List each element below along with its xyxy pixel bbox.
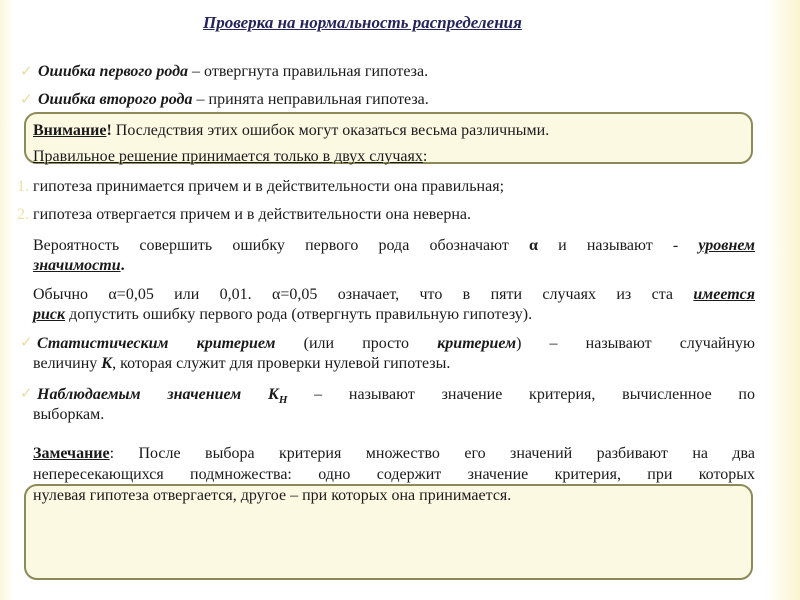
risk-term-a: имеется xyxy=(693,286,755,303)
checkmark-icon: ✓ xyxy=(20,92,33,108)
type2-term: Ошибка второго рода xyxy=(38,91,193,108)
observed-rest: – называют значение критерия, вычисленное по xyxy=(287,386,755,403)
left-decor-bar xyxy=(0,0,12,600)
criterion-term2: критерием xyxy=(437,335,517,352)
usually-text: Обычно α=0,05 или 0,01. α=0,05 означает, что в пяти случаях из ста xyxy=(33,286,694,303)
criterion-rest: ) – называют случайную xyxy=(516,335,756,352)
alpha-symbol: α xyxy=(529,237,538,254)
usually-line-2 xyxy=(33,305,532,325)
checkmark-icon: ✓ xyxy=(20,64,33,80)
case-number: 2. xyxy=(17,206,29,223)
significance-term-b: значимости xyxy=(33,257,121,274)
right-decor-bar xyxy=(766,0,800,600)
observed-line-1 xyxy=(37,384,755,411)
type1-error-line xyxy=(38,62,428,82)
correct-decision-line xyxy=(33,147,427,167)
probability-line-2 xyxy=(33,256,125,276)
type2-rest: – принята неправильная гипотеза. xyxy=(192,91,429,108)
criterion-term1: Статистическим критерием xyxy=(37,335,276,352)
observed-sub: Н xyxy=(278,394,288,407)
checkmark-icon: ✓ xyxy=(20,386,33,402)
page-title: Проверка на нормальность распределения xyxy=(203,13,522,32)
remark-line-3: нулевая гипотеза отвергается, другое – при которых она принимается. xyxy=(33,487,512,504)
type1-term: Ошибка первого рода xyxy=(38,63,189,80)
case-item: гипотеза принимается причем и в действительности она правильная; xyxy=(33,178,505,195)
checkmark-icon: ✓ xyxy=(20,335,33,351)
remark-line1-rest: : После выбора критерия множество его значений разбивают на два xyxy=(109,445,755,462)
observed-term: Наблюдаемым значением xyxy=(37,386,268,403)
correct-decision-text: Правильное решение принимается только в двух случаях xyxy=(33,148,423,165)
attention-rest: Последствия этих ошибок могут оказаться весьма различными. xyxy=(111,122,550,139)
case-number: 1. xyxy=(17,178,29,195)
criterion-line-2 xyxy=(33,354,450,374)
probability-text: Вероятность совершить ошибку первого рода обозначают xyxy=(33,237,529,254)
type1-rest: – отвергнута правильная гипотеза. xyxy=(188,63,429,80)
usually-rest: допустить ошибку первого рода (отвергнуть правильную гипотезу). xyxy=(65,306,533,323)
attention-mark: ! xyxy=(106,122,112,139)
usually-line-1 xyxy=(33,284,755,305)
significance-dot: . xyxy=(120,257,125,274)
criterion-line2-start: величину xyxy=(33,355,102,372)
criterion-mid: (или просто xyxy=(275,335,438,352)
attention-word: Внимание xyxy=(33,122,107,139)
observed-k: К xyxy=(267,386,279,403)
correct-decision-colon: : xyxy=(422,148,428,165)
case-item: гипотеза отвергается причем и в действительности она неверна. xyxy=(33,206,472,223)
remark-word: Замечание xyxy=(33,445,110,462)
probability-mid: и называют - xyxy=(537,237,699,254)
criterion-line-1 xyxy=(37,333,755,354)
attention-line xyxy=(33,121,549,141)
probability-line-1 xyxy=(33,235,755,256)
criterion-line2-rest: , которая служит для проверки нулевой гипотезы. xyxy=(112,355,451,372)
criterion-k: К xyxy=(101,355,113,372)
significance-term-a: уровнем xyxy=(698,237,755,254)
risk-term-b: риск xyxy=(33,306,66,323)
observed-line-2: выборкам. xyxy=(33,406,105,423)
type2-error-line xyxy=(38,90,429,110)
remark-line-2: непересекающихся подмножества: одно содержит значение критерия, при которых xyxy=(33,466,755,483)
remark-line-1 xyxy=(33,443,755,464)
